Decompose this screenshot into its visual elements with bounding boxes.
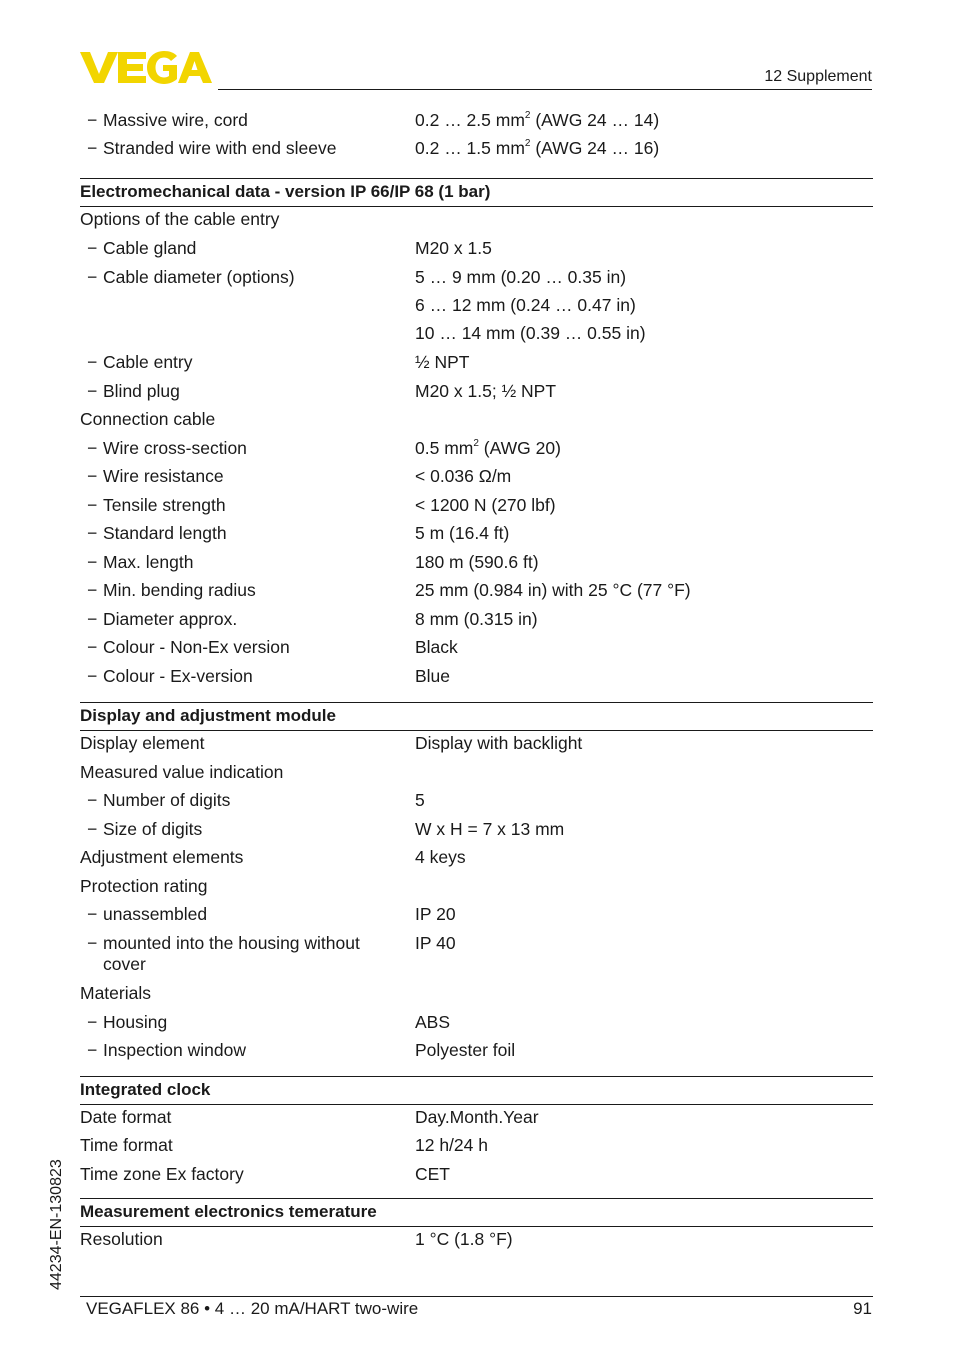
spec-row	[80, 466, 873, 495]
spec-label: − Standard length	[87, 523, 393, 544]
spec-row	[80, 904, 873, 933]
spec-row	[80, 381, 873, 409]
section-heading-electromechanical: Electromechanical data - version IP 66/IP 68 (1 bar)	[80, 178, 873, 207]
chapter-label: 12 Supplement	[764, 68, 872, 85]
spec-group-label: Protection rating	[80, 875, 208, 896]
spec-group-label: Materials	[80, 982, 151, 1003]
spec-label: − Number of digits	[87, 790, 393, 811]
spec-row	[80, 733, 873, 762]
spec-label: − Massive wire, cord	[87, 110, 393, 131]
spec-value: ABS	[415, 1011, 451, 1032]
spec-row	[80, 790, 873, 819]
spec-label: − Tensile strength	[87, 495, 393, 516]
spec-row	[80, 110, 873, 138]
spec-row	[80, 847, 873, 876]
spec-row	[80, 637, 873, 666]
spec-label: − Max. length	[87, 552, 393, 573]
spec-value: 25 mm (0.984 in) with 25 °C (77 °F)	[415, 580, 691, 600]
spec-value: IP 40	[415, 932, 456, 953]
footer-rule	[80, 1296, 873, 1297]
spec-row	[80, 267, 873, 352]
spec-value: 5	[415, 789, 425, 810]
spec-value: Polyester foil	[415, 1039, 516, 1060]
spec-row	[80, 609, 873, 638]
spec-row	[80, 138, 873, 178]
spec-row	[80, 819, 873, 847]
spec-value: M20 x 1.5	[415, 238, 492, 258]
spec-label: − unassembled	[87, 904, 393, 925]
spec-label: − Cable gland	[87, 238, 393, 259]
spec-value: IP 20	[415, 903, 456, 924]
spec-label: − Colour - Ex-version	[87, 666, 393, 687]
spec-value: 0.2 … 1.5 $mm^2$ (AWG 24 … 16)	[415, 138, 660, 158]
spec-value: ½ NPT	[415, 352, 470, 372]
spec-label: − Wire resistance	[87, 466, 393, 487]
spec-row	[80, 1229, 873, 1257]
spec-label: − Cable entry	[87, 352, 393, 373]
spec-value: Blue	[415, 665, 451, 686]
footer-product: VEGAFLEX 86 • 4 … 20 mA/HART two-wire	[86, 1299, 419, 1318]
spec-label: Adjustment elements	[80, 846, 244, 867]
spec-value: Display with backlight	[415, 732, 583, 753]
spec-row	[80, 495, 873, 524]
spec-label: − Blind plug	[87, 381, 393, 402]
spec-group-label: Connection cable	[80, 409, 216, 429]
spec-value: 4 keys	[415, 846, 466, 867]
spec-value: Black	[415, 637, 458, 657]
spec-value: M20 x 1.5; ½ NPT	[415, 381, 557, 401]
spec-value: 1 °C (1.8 °F)	[415, 1228, 513, 1249]
spec-row	[80, 580, 873, 609]
spec-row	[80, 352, 873, 381]
document-id: 44234-EN-130823	[48, 1159, 65, 1290]
vega-logo	[80, 50, 212, 84]
spec-label: Time zone Ex factory	[80, 1163, 244, 1184]
spec-row	[80, 1164, 873, 1198]
spec-value: < 0.036 Ω/m	[415, 466, 512, 486]
spec-label: Date format	[80, 1106, 172, 1127]
spec-value: 12 h/24 h	[415, 1134, 488, 1155]
spec-row	[80, 933, 873, 983]
spec-group-label: Options of the cable entry	[80, 209, 280, 229]
spec-value: < 1200 N (270 lbf)	[415, 494, 556, 515]
spec-label: − Inspection window	[87, 1040, 393, 1061]
spec-label: − Diameter approx.	[87, 609, 393, 630]
spec-value: 180 m (590.6 ft)	[415, 551, 539, 572]
spec-row	[80, 438, 873, 466]
spec-table	[80, 110, 873, 1257]
spec-row	[80, 1135, 873, 1164]
spec-group-label: Measured value indication	[80, 761, 284, 782]
spec-row	[80, 1012, 873, 1040]
spec-label: − Cable diameter (options)	[87, 267, 393, 288]
spec-value: 5 m (16.4 ft)	[415, 523, 510, 543]
spec-label: − Housing	[87, 1012, 393, 1033]
spec-row	[80, 1040, 873, 1076]
spec-value: W x H = 7 x 13 mm	[415, 818, 565, 839]
spec-value: Day.Month.Year	[415, 1106, 539, 1127]
spec-value: 5 … 9 mm (0.20 … 0.35 in) 6 … 12 mm (0.24 … 0.47 in) 10 … 14 mm (0.39 … 0.55 in)	[415, 267, 646, 343]
spec-row	[80, 1107, 873, 1135]
spec-row	[80, 666, 873, 702]
section-heading-temperature: Measurement electronics temerature	[80, 1198, 873, 1227]
spec-label: − Colour - Non-Ex version	[87, 637, 393, 658]
spec-label: − Wire cross-section	[87, 438, 393, 459]
spec-label: Display element	[80, 732, 205, 753]
spec-row	[80, 238, 873, 267]
spec-label: − Min. bending radius	[87, 580, 393, 601]
spec-value: CET	[415, 1163, 450, 1184]
page-number: 91	[853, 1299, 872, 1318]
spec-label: − Stranded wire with end sleeve	[87, 138, 393, 159]
spec-row	[80, 552, 873, 581]
spec-label: − mounted into the housing without cover	[87, 933, 378, 975]
spec-row	[80, 523, 873, 552]
spec-value: 8 mm (0.315 in)	[415, 608, 538, 629]
section-heading-clock: Integrated clock	[80, 1076, 873, 1105]
header-rule	[218, 89, 872, 90]
spec-value: 0.2 … 2.5 $mm^2$ (AWG 24 … 14)	[415, 110, 660, 130]
spec-label: Time format	[80, 1134, 173, 1155]
spec-label: Resolution	[80, 1228, 163, 1249]
spec-value: 0.5 $mm^2$ (AWG 20)	[415, 438, 561, 458]
spec-label: − Size of digits	[87, 819, 393, 840]
section-heading-display: Display and adjustment module	[80, 702, 873, 731]
